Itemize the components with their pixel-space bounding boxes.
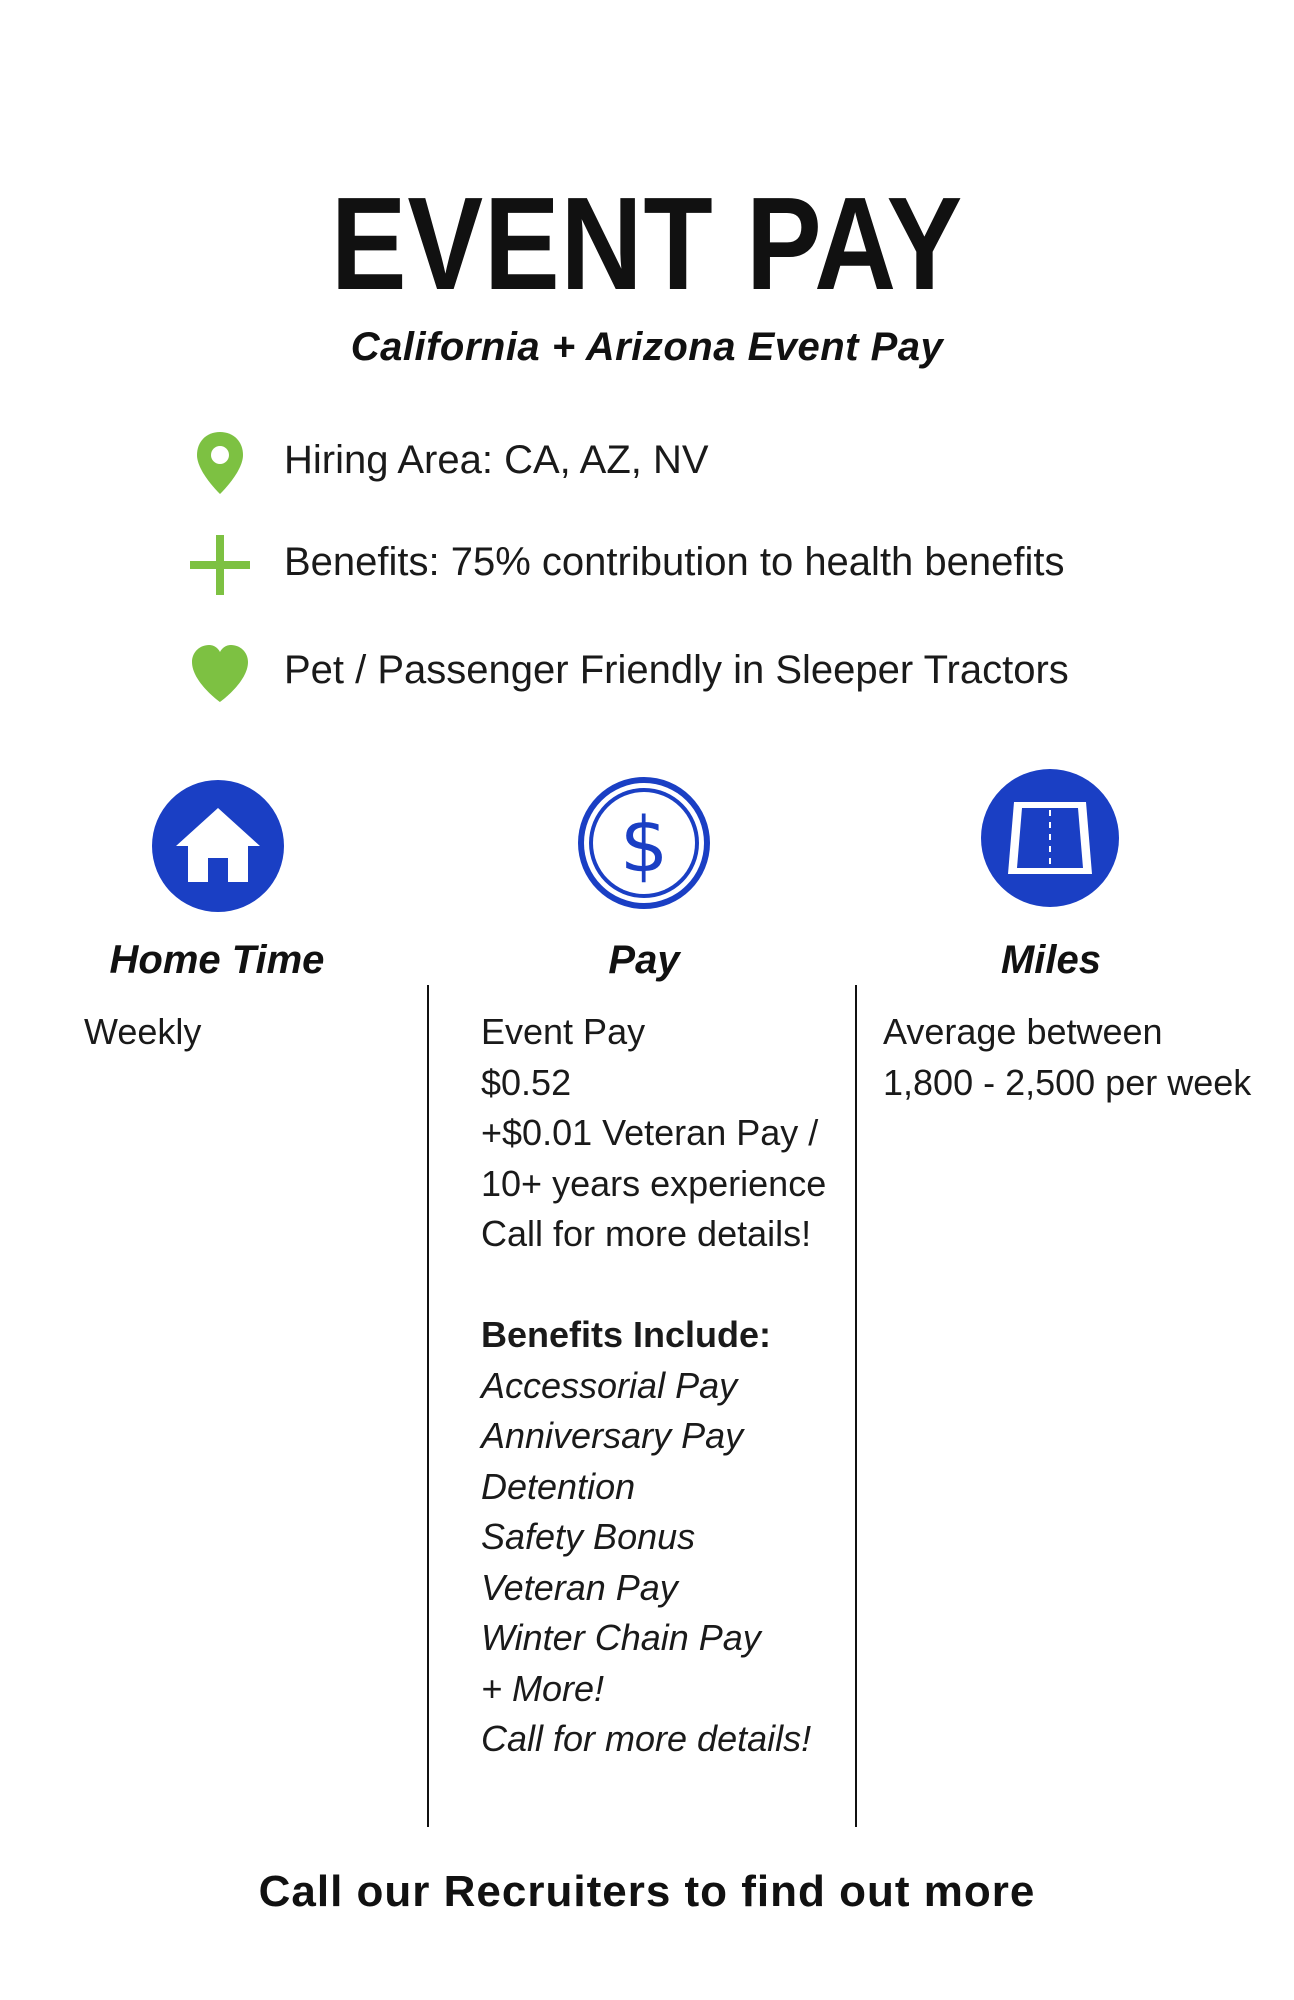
home-time-body: [84, 1007, 201, 1058]
heart-icon: [180, 638, 260, 708]
pay-line: 10+ years experience: [481, 1162, 827, 1204]
column-divider: [427, 985, 429, 1827]
footer-call-to-action: Call our Recruiters to find out more: [258, 1867, 1036, 1916]
dollar-icon: [574, 773, 714, 913]
benefit-item: Call for more details!: [481, 1718, 812, 1759]
home-time-value: Weekly: [84, 1011, 202, 1052]
benefit-item: Safety Bonus: [481, 1516, 696, 1557]
pay-line: $0.52: [481, 1061, 572, 1103]
benefit-item: Winter Chain Pay: [481, 1617, 761, 1658]
pay-line: Event Pay: [481, 1011, 646, 1052]
svg-text:$: $: [619, 800, 669, 889]
page-title: EVENT PAY: [330, 170, 964, 317]
benefits-heading: Benefits Include:: [481, 1314, 772, 1355]
feature-text: Pet / Passenger Friendly in Sleeper Tractors: [284, 648, 1069, 692]
heading-miles: Miles: [1000, 938, 1102, 982]
feature-text: Hiring Area: CA, AZ, NV: [284, 438, 709, 482]
miles-line: Average between: [883, 1011, 1163, 1052]
benefit-item: + More!: [481, 1667, 605, 1709]
house-icon: [148, 776, 288, 916]
pay-body: [481, 1007, 826, 1765]
plus-icon: [180, 530, 260, 600]
benefit-item: Anniversary Pay: [481, 1415, 744, 1456]
miles-line: 1,800 - 2,500 per week: [883, 1061, 1252, 1103]
benefit-item: Accessorial Pay: [481, 1364, 738, 1406]
feature-text: Benefits: 75% contribution to health benefits: [284, 540, 1065, 584]
miles-body: [883, 1007, 1251, 1108]
location-pin-icon: [180, 428, 260, 498]
benefit-item: Detention: [481, 1465, 636, 1507]
feature-benefits: [180, 530, 1180, 600]
column-divider: [855, 985, 857, 1827]
page-subtitle: California + Arizona Event Pay: [350, 325, 944, 369]
feature-pet-passenger: [180, 638, 1180, 708]
road-icon: [980, 768, 1120, 908]
feature-hiring-area: [180, 428, 1180, 498]
heading-home-time: Home Time: [109, 938, 325, 982]
benefit-item: Veteran Pay: [481, 1566, 678, 1608]
pay-line: Call for more details!: [481, 1213, 812, 1254]
pay-line: +$0.01 Veteran Pay /: [481, 1112, 819, 1153]
heading-pay: Pay: [608, 938, 680, 982]
